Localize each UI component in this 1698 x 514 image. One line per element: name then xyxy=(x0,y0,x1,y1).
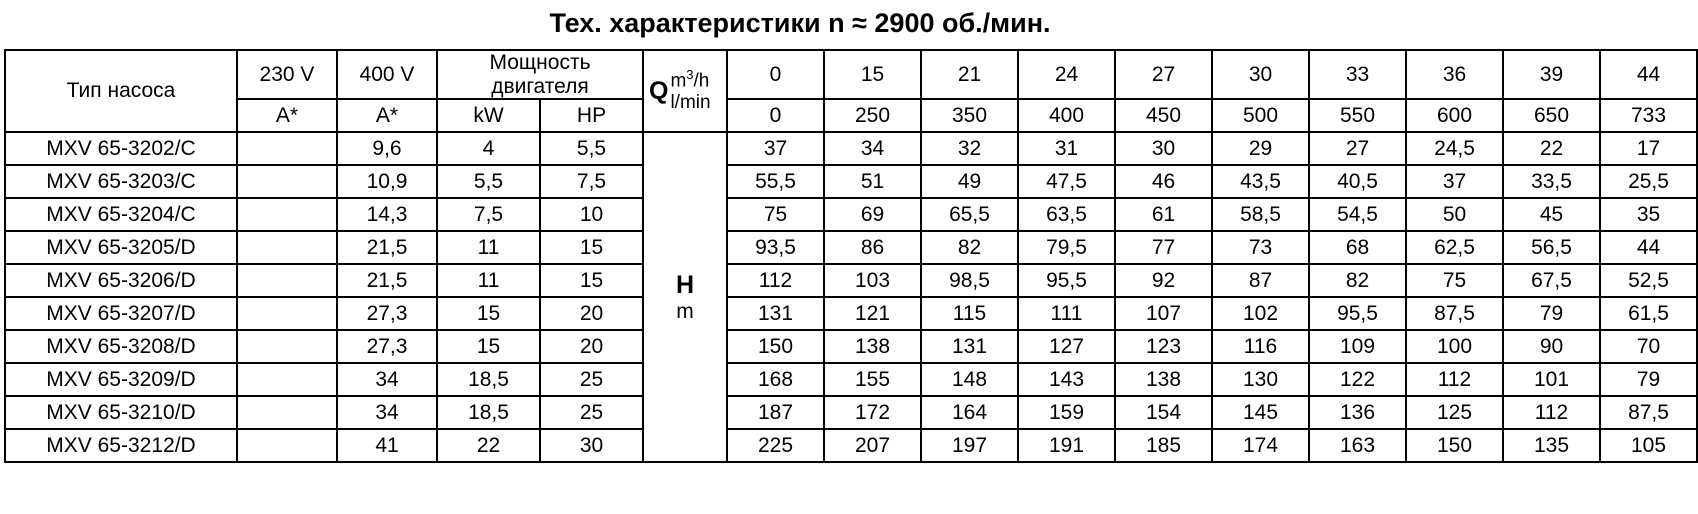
pump-type: MXV 65-3206/D xyxy=(5,264,237,297)
head-value: 77 xyxy=(1115,231,1212,264)
head-value: 95,5 xyxy=(1309,297,1406,330)
head-value: 122 xyxy=(1309,363,1406,396)
head-h-symbol: H xyxy=(675,270,695,299)
amps-230 xyxy=(237,429,337,462)
head-value: 29 xyxy=(1212,132,1309,165)
head-value: 79 xyxy=(1503,297,1600,330)
head-value: 225 xyxy=(727,429,824,462)
head-value: 168 xyxy=(727,363,824,396)
head-value: 102 xyxy=(1212,297,1309,330)
table-head xyxy=(5,50,1697,132)
header-flow-symbol-box xyxy=(644,51,726,131)
header-hp: HP xyxy=(540,99,643,132)
power-hp: 25 xyxy=(540,396,643,429)
head-value: 46 xyxy=(1115,165,1212,198)
header-230v-amps: A* xyxy=(237,99,337,132)
table-row xyxy=(5,396,1697,429)
head-value: 105 xyxy=(1600,429,1697,462)
head-value: 52,5 xyxy=(1600,264,1697,297)
head-value: 116 xyxy=(1212,330,1309,363)
amps-400: 21,5 xyxy=(337,264,437,297)
head-value: 79,5 xyxy=(1018,231,1115,264)
specifications-table xyxy=(4,49,1698,463)
head-value: 34 xyxy=(824,132,921,165)
head-value: 98,5 xyxy=(921,264,1018,297)
head-value: 172 xyxy=(824,396,921,429)
head-value: 197 xyxy=(921,429,1018,462)
pump-type: MXV 65-3205/D xyxy=(5,231,237,264)
head-value: 31 xyxy=(1018,132,1115,165)
table-row xyxy=(5,231,1697,264)
head-value: 32 xyxy=(921,132,1018,165)
table-row xyxy=(5,132,1697,165)
flow-lmin-8: 650 xyxy=(1503,99,1600,132)
head-value: 63,5 xyxy=(1018,198,1115,231)
head-value: 109 xyxy=(1309,330,1406,363)
head-value: 148 xyxy=(921,363,1018,396)
amps-230 xyxy=(237,231,337,264)
head-value: 47,5 xyxy=(1018,165,1115,198)
amps-400: 21,5 xyxy=(337,231,437,264)
head-value: 154 xyxy=(1115,396,1212,429)
header-400v: 400 V xyxy=(337,50,437,99)
head-value: 159 xyxy=(1018,396,1115,429)
pump-type: MXV 65-3212/D xyxy=(5,429,237,462)
power-kw: 15 xyxy=(437,297,540,330)
flow-lmin-6: 550 xyxy=(1309,99,1406,132)
header-q-unit-lmin: l/min xyxy=(670,92,711,114)
power-hp: 5,5 xyxy=(540,132,643,165)
flow-m3h-9: 44 xyxy=(1600,50,1697,99)
head-value: 93,5 xyxy=(727,231,824,264)
head-value: 136 xyxy=(1309,396,1406,429)
head-value: 103 xyxy=(824,264,921,297)
flow-m3h-8: 39 xyxy=(1503,50,1600,99)
power-kw: 18,5 xyxy=(437,363,540,396)
amps-230 xyxy=(237,396,337,429)
power-kw: 5,5 xyxy=(437,165,540,198)
power-hp: 20 xyxy=(540,330,643,363)
head-value: 61,5 xyxy=(1600,297,1697,330)
amps-230 xyxy=(237,132,337,165)
amps-230 xyxy=(237,330,337,363)
head-value: 125 xyxy=(1406,396,1503,429)
head-value: 101 xyxy=(1503,363,1600,396)
head-value: 51 xyxy=(824,165,921,198)
flow-m3h-4: 27 xyxy=(1115,50,1212,99)
power-kw: 7,5 xyxy=(437,198,540,231)
power-hp: 10 xyxy=(540,198,643,231)
head-value: 30 xyxy=(1115,132,1212,165)
head-value: 87,5 xyxy=(1406,297,1503,330)
head-value: 131 xyxy=(921,330,1018,363)
head-symbol-cell xyxy=(643,132,727,462)
head-value: 75 xyxy=(727,198,824,231)
flow-lmin-1: 250 xyxy=(824,99,921,132)
flow-m3h-2: 21 xyxy=(921,50,1018,99)
header-motor-power-line2: двигателя xyxy=(491,74,589,98)
head-value: 37 xyxy=(727,132,824,165)
table-row xyxy=(5,297,1697,330)
flow-lmin-5: 500 xyxy=(1212,99,1309,132)
pump-type: MXV 65-3204/C xyxy=(5,198,237,231)
pump-type: MXV 65-3210/D xyxy=(5,396,237,429)
pump-type: MXV 65-3208/D xyxy=(5,330,237,363)
head-value: 73 xyxy=(1212,231,1309,264)
pump-type: MXV 65-3202/C xyxy=(5,132,237,165)
table-row xyxy=(5,165,1697,198)
head-value: 49 xyxy=(921,165,1018,198)
head-value: 138 xyxy=(824,330,921,363)
header-motor-power xyxy=(437,50,643,99)
head-value: 92 xyxy=(1115,264,1212,297)
head-value: 79 xyxy=(1600,363,1697,396)
head-value: 90 xyxy=(1503,330,1600,363)
header-pump-type: Тип насоса xyxy=(5,50,237,132)
head-value: 112 xyxy=(727,264,824,297)
power-kw: 11 xyxy=(437,231,540,264)
head-value: 150 xyxy=(727,330,824,363)
header-q-units xyxy=(668,68,710,114)
table-body xyxy=(5,132,1697,462)
power-kw: 15 xyxy=(437,330,540,363)
head-value: 82 xyxy=(921,231,1018,264)
flow-lmin-0: 0 xyxy=(727,99,824,132)
head-value: 115 xyxy=(921,297,1018,330)
head-value: 187 xyxy=(727,396,824,429)
head-value: 207 xyxy=(824,429,921,462)
head-value: 87,5 xyxy=(1600,396,1697,429)
head-value: 86 xyxy=(824,231,921,264)
head-value: 107 xyxy=(1115,297,1212,330)
pump-type: MXV 65-3209/D xyxy=(5,363,237,396)
power-hp: 15 xyxy=(540,231,643,264)
table-row xyxy=(5,198,1697,231)
header-motor-power-line1: Мощность xyxy=(489,51,591,74)
pump-type: MXV 65-3203/C xyxy=(5,165,237,198)
flow-m3h-1: 15 xyxy=(824,50,921,99)
head-value: 54,5 xyxy=(1309,198,1406,231)
head-value: 22 xyxy=(1503,132,1600,165)
head-value: 55,5 xyxy=(727,165,824,198)
head-value: 43,5 xyxy=(1212,165,1309,198)
amps-400: 27,3 xyxy=(337,297,437,330)
amps-400: 27,3 xyxy=(337,330,437,363)
power-hp: 20 xyxy=(540,297,643,330)
header-row-1 xyxy=(5,50,1697,99)
table-row xyxy=(5,264,1697,297)
flow-m3h-0: 0 xyxy=(727,50,824,99)
flow-m3h-5: 30 xyxy=(1212,50,1309,99)
head-value: 164 xyxy=(921,396,1018,429)
amps-230 xyxy=(237,198,337,231)
head-value: 35 xyxy=(1600,198,1697,231)
head-value: 75 xyxy=(1406,264,1503,297)
power-hp: 25 xyxy=(540,363,643,396)
header-400v-amps: A* xyxy=(337,99,437,132)
amps-400: 10,9 xyxy=(337,165,437,198)
head-value: 56,5 xyxy=(1503,231,1600,264)
head-value: 17 xyxy=(1600,132,1697,165)
head-h-unit: m xyxy=(676,299,694,323)
head-value: 143 xyxy=(1018,363,1115,396)
power-kw: 22 xyxy=(437,429,540,462)
power-hp: 15 xyxy=(540,264,643,297)
flow-lmin-7: 600 xyxy=(1406,99,1503,132)
power-kw: 18,5 xyxy=(437,396,540,429)
head-value: 58,5 xyxy=(1212,198,1309,231)
amps-230 xyxy=(237,165,337,198)
head-value: 127 xyxy=(1018,330,1115,363)
head-value: 135 xyxy=(1503,429,1600,462)
head-value: 185 xyxy=(1115,429,1212,462)
header-230v: 230 V xyxy=(237,50,337,99)
table-row xyxy=(5,363,1697,396)
flow-lmin-2: 350 xyxy=(921,99,1018,132)
flow-m3h-7: 36 xyxy=(1406,50,1503,99)
power-hp: 30 xyxy=(540,429,643,462)
head-value: 40,5 xyxy=(1309,165,1406,198)
table-row xyxy=(5,429,1697,462)
head-value: 70 xyxy=(1600,330,1697,363)
head-value: 112 xyxy=(1406,363,1503,396)
head-value: 95,5 xyxy=(1018,264,1115,297)
amps-230 xyxy=(237,363,337,396)
head-value: 150 xyxy=(1406,429,1503,462)
head-value: 191 xyxy=(1018,429,1115,462)
page-title: Тех. характеристики n ≈ 2900 об./мин. xyxy=(549,8,1051,38)
header-q-symbol: Q xyxy=(649,76,669,105)
power-hp: 7,5 xyxy=(540,165,643,198)
power-kw: 4 xyxy=(437,132,540,165)
head-value: 131 xyxy=(727,297,824,330)
header-flow-symbol-cell xyxy=(643,50,727,132)
head-value: 50 xyxy=(1406,198,1503,231)
flow-lmin-3: 400 xyxy=(1018,99,1115,132)
flow-lmin-9: 733 xyxy=(1600,99,1697,132)
head-value: 82 xyxy=(1309,264,1406,297)
head-value: 121 xyxy=(824,297,921,330)
head-value: 25,5 xyxy=(1600,165,1697,198)
head-value: 33,5 xyxy=(1503,165,1600,198)
head-value: 44 xyxy=(1600,231,1697,264)
head-value: 61 xyxy=(1115,198,1212,231)
head-value: 155 xyxy=(824,363,921,396)
head-value: 65,5 xyxy=(921,198,1018,231)
head-value: 123 xyxy=(1115,330,1212,363)
head-value: 45 xyxy=(1503,198,1600,231)
amps-230 xyxy=(237,264,337,297)
pump-type: MXV 65-3207/D xyxy=(5,297,237,330)
head-value: 100 xyxy=(1406,330,1503,363)
head-value: 69 xyxy=(824,198,921,231)
head-value: 174 xyxy=(1212,429,1309,462)
flow-lmin-4: 450 xyxy=(1115,99,1212,132)
head-value: 163 xyxy=(1309,429,1406,462)
head-value: 27 xyxy=(1309,132,1406,165)
header-kw: kW xyxy=(437,99,540,132)
head-value: 24,5 xyxy=(1406,132,1503,165)
head-value: 37 xyxy=(1406,165,1503,198)
head-value: 87 xyxy=(1212,264,1309,297)
flow-m3h-6: 33 xyxy=(1309,50,1406,99)
amps-400: 9,6 xyxy=(337,132,437,165)
head-value: 138 xyxy=(1115,363,1212,396)
table-row xyxy=(5,330,1697,363)
flow-m3h-3: 24 xyxy=(1018,50,1115,99)
amps-400: 34 xyxy=(337,363,437,396)
head-value: 111 xyxy=(1018,297,1115,330)
header-row-2 xyxy=(5,99,1697,132)
header-q-unit-m3h: $m^3/h$ xyxy=(670,67,710,92)
amps-400: 34 xyxy=(337,396,437,429)
head-value: 130 xyxy=(1212,363,1309,396)
head-value: 145 xyxy=(1212,396,1309,429)
head-value: 68 xyxy=(1309,231,1406,264)
head-value: 67,5 xyxy=(1503,264,1600,297)
amps-400: 41 xyxy=(337,429,437,462)
amps-400: 14,3 xyxy=(337,198,437,231)
head-value: 62,5 xyxy=(1406,231,1503,264)
amps-230 xyxy=(237,297,337,330)
head-value: 112 xyxy=(1503,396,1600,429)
power-kw: 11 xyxy=(437,264,540,297)
